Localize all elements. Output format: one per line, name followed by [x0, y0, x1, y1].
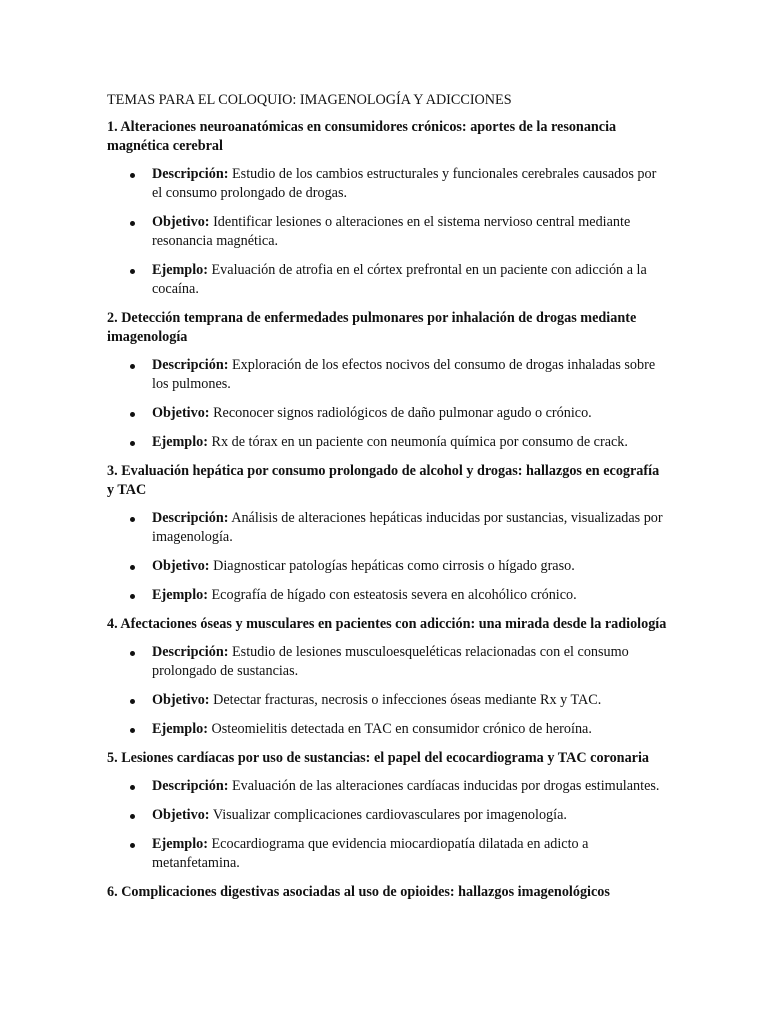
section-heading: 3. Evaluación hepática por consumo prolongado de alcohol y drogas: hallazgos en ecografía y TAC [107, 463, 660, 498]
bullet-list [107, 643, 667, 739]
item-term: Descripción: [152, 357, 229, 373]
item-term: Objetivo: [152, 692, 210, 708]
item-term: Descripción: [152, 644, 229, 660]
document-title: TEMAS PARA EL COLOQUIO: IMAGENOLOGÍA Y ADICCIONES [107, 92, 512, 108]
item-term: Objetivo: [152, 558, 210, 574]
bullet-icon [130, 441, 135, 446]
item-term: Objetivo: [152, 807, 210, 823]
bullet-icon [130, 412, 135, 417]
list-item [107, 835, 667, 873]
bullet-icon [130, 594, 135, 599]
bullet-list [107, 777, 667, 873]
item-term: Ejemplo: [152, 262, 208, 278]
item-text: Osteomielitis detectada en TAC en consumidor crónico de heroína. [211, 721, 592, 737]
list-item [107, 643, 667, 681]
bullet-icon [130, 843, 135, 848]
bullet-icon [130, 699, 135, 704]
list-item [107, 586, 667, 605]
item-text: Análisis de alteraciones hepáticas inducidas por sustancias, visualizadas por imagenología. [152, 510, 663, 545]
item-text: Ecocardiograma que evidencia miocardiopatía dilatada en adicto a metanfetamina. [152, 836, 589, 871]
section-heading: 1. Alteraciones neuroanatómicas en consumidores crónicos: aportes de la resonancia magnética cerebral [107, 119, 617, 154]
item-text: Evaluación de las alteraciones cardíacas inducidas por drogas estimulantes. [232, 778, 660, 794]
section-heading: 2. Detección temprana de enfermedades pulmonares por inhalación de drogas mediante imagenología [107, 310, 637, 345]
bullet-list [107, 165, 667, 299]
item-term: Ejemplo: [152, 587, 208, 603]
item-text: Estudio de lesiones musculoesqueléticas relacionadas con el consumo prolongado de sustancias. [152, 644, 629, 679]
section-6 [107, 883, 667, 902]
section-1 [107, 118, 667, 299]
list-item [107, 691, 667, 710]
list-item [107, 557, 667, 576]
item-text: Detectar fracturas, necrosis o infecciones óseas mediante Rx y TAC. [213, 692, 602, 708]
section-3 [107, 462, 667, 605]
bullet-icon [130, 269, 135, 274]
item-text: Identificar lesiones o alteraciones en el sistema nervioso central mediante resonancia magnética. [152, 214, 631, 249]
list-item [107, 433, 667, 452]
item-term: Ejemplo: [152, 836, 208, 852]
item-term: Descripción: [152, 778, 229, 794]
section-heading: 5. Lesiones cardíacas por uso de sustancias: el papel del ecocardiograma y TAC coronaria [107, 750, 649, 766]
item-term: Ejemplo: [152, 434, 208, 450]
item-text: Rx de tórax en un paciente con neumonía química por consumo de crack. [211, 434, 628, 450]
bullet-list [107, 509, 667, 605]
bullet-icon [130, 173, 135, 178]
bullet-icon [130, 221, 135, 226]
item-text: Diagnosticar patologías hepáticas como cirrosis o hígado graso. [213, 558, 575, 574]
section-heading: 6. Complicaciones digestivas asociadas al uso de opioides: hallazgos imagenológicos [107, 884, 610, 900]
bullet-list [107, 356, 667, 452]
section-heading: 4. Afectaciones óseas y musculares en pacientes con adicción: una mirada desde la radiología [107, 616, 667, 632]
bullet-icon [130, 651, 135, 656]
item-text: Ecografía de hígado con esteatosis severa en alcohólico crónico. [211, 587, 577, 603]
section-5 [107, 749, 667, 873]
list-item [107, 165, 667, 203]
bullet-icon [130, 728, 135, 733]
list-item [107, 404, 667, 423]
item-term: Descripción: [152, 510, 229, 526]
item-term: Objetivo: [152, 405, 210, 421]
bullet-icon [130, 517, 135, 522]
item-text: Estudio de los cambios estructurales y funcionales cerebrales causados por el consumo prolongado de drogas. [152, 166, 657, 201]
document-page [107, 91, 667, 911]
item-term: Descripción: [152, 166, 229, 182]
list-item [107, 806, 667, 825]
bullet-icon [130, 364, 135, 369]
section-2 [107, 309, 667, 452]
item-text: Visualizar complicaciones cardiovasculares por imagenología. [212, 807, 567, 823]
list-item [107, 720, 667, 739]
bullet-icon [130, 785, 135, 790]
item-text: Exploración de los efectos nocivos del consumo de drogas inhaladas sobre los pulmones. [152, 357, 656, 392]
item-text: Reconocer signos radiológicos de daño pulmonar agudo o crónico. [213, 405, 592, 421]
list-item [107, 261, 667, 299]
item-term: Ejemplo: [152, 721, 208, 737]
bullet-icon [130, 565, 135, 570]
list-item [107, 509, 667, 547]
list-item [107, 777, 667, 796]
section-4 [107, 615, 667, 739]
list-item [107, 356, 667, 394]
bullet-icon [130, 814, 135, 819]
item-term: Objetivo: [152, 214, 210, 230]
item-text: Evaluación de atrofia en el córtex prefrontal en un paciente con adicción a la cocaína. [152, 262, 647, 297]
list-item [107, 213, 667, 251]
